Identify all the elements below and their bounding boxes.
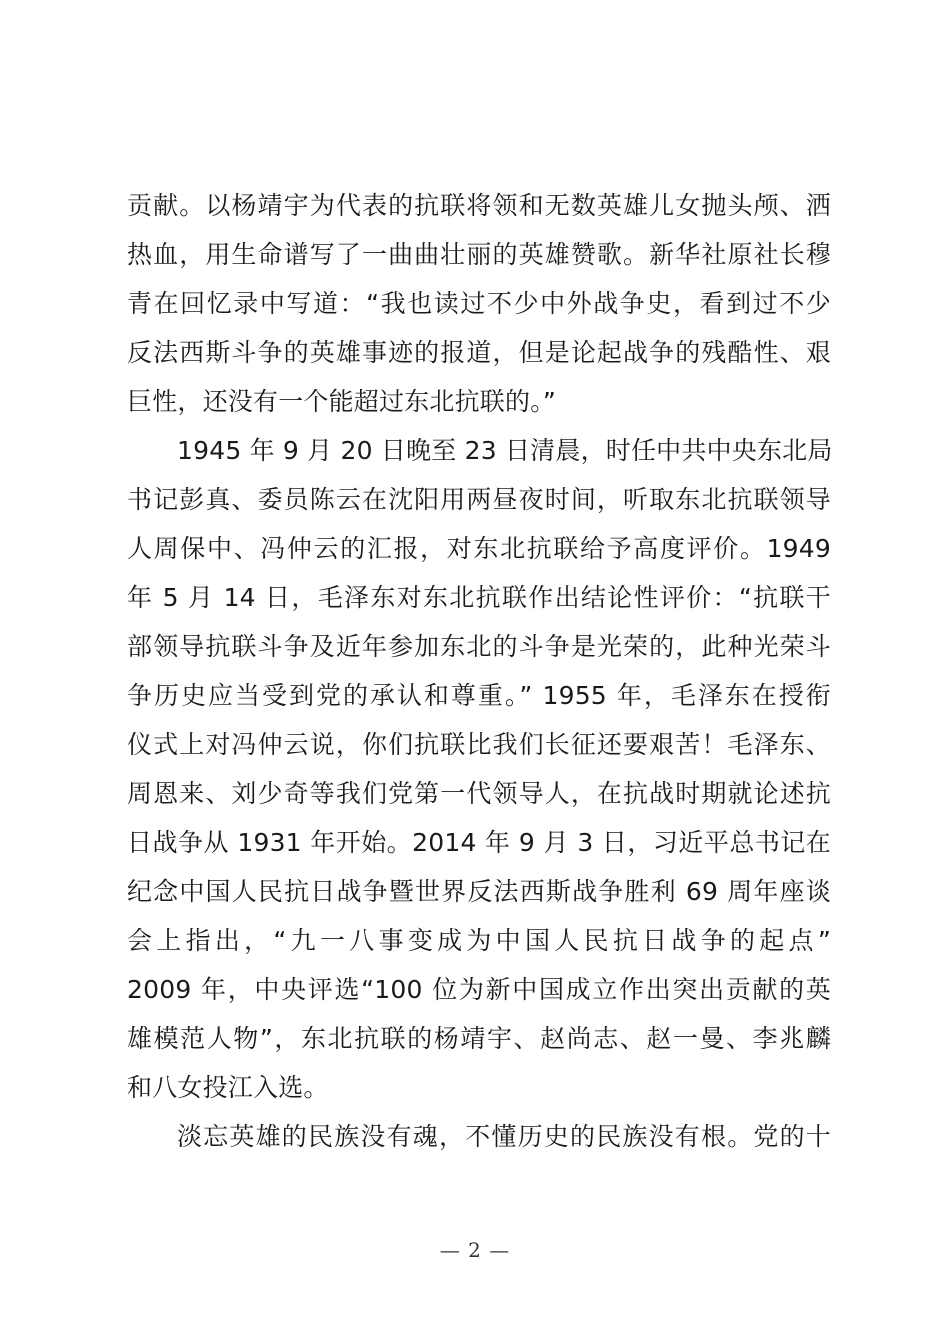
text-line: 贡献。以杨靖宇为代表的抗联将领和无数英雄儿女抛头颅、洒 [127,191,831,220]
text-line: 和八女投江入选。 [127,1073,329,1102]
body-text [127,181,831,1161]
page-number: — 2 — [439,1238,511,1262]
text-line: 会上指出，“九一八事变成为中国人民抗日战争的起点” [127,926,831,955]
text-line: 1945 年 9 月 20 日晚至 23 日清晨，时任中共中央东北局 [177,436,833,465]
text-line: 仪式上对冯仲云说，你们抗联比我们长征还要艰苦！毛泽东、 [127,730,831,759]
text-line: 日战争从 1931 年开始。2014 年 9 月 3 日，习近平总书记在 [127,828,831,857]
text-line: 年 5 月 14 日，毛泽东对东北抗联作出结论性评价：“抗联干 [127,583,831,612]
paragraph [127,426,831,1112]
text-line: 周恩来、刘少奇等我们党第一代领导人，在抗战时期就论述抗 [127,779,831,808]
paragraph [127,1112,831,1161]
text-line: 雄模范人物”，东北抗联的杨靖宇、赵尚志、赵一曼、李兆麟 [127,1024,831,1053]
text-line: 书记彭真、委员陈云在沈阳用两昼夜时间，听取东北抗联领导 [127,485,831,514]
text-line: 巨性，还没有一个能超过东北抗联的。” [127,387,557,416]
text-line: 2009 年，中央评选“100 位为新中国成立作出突出贡献的英 [127,975,831,1004]
text-line: 部领导抗联斗争及近年参加东北的斗争是光荣的，此种光荣斗 [127,632,831,661]
text-line: 争历史应当受到党的承认和尊重。” 1955 年，毛泽东在授衔 [127,681,831,710]
text-line: 热血，用生命谱写了一曲曲壮丽的英雄赞歌。新华社原社长穆 [127,240,831,269]
text-line: 人周保中、冯仲云的汇报，对东北抗联给予高度评价。1949 [127,534,831,563]
paragraph [127,181,831,426]
text-line: 淡忘英雄的民族没有魂，不懂历史的民族没有根。党的十 [177,1122,831,1151]
text-line: 青在回忆录中写道：“我也读过不少中外战争史，看到过不少 [127,289,831,318]
text-line: 反法西斯斗争的英雄事迹的报道，但是论起战争的残酷性、艰 [127,338,831,367]
text-line: 纪念中国人民抗日战争暨世界反法西斯战争胜利 69 周年座谈 [127,877,831,906]
